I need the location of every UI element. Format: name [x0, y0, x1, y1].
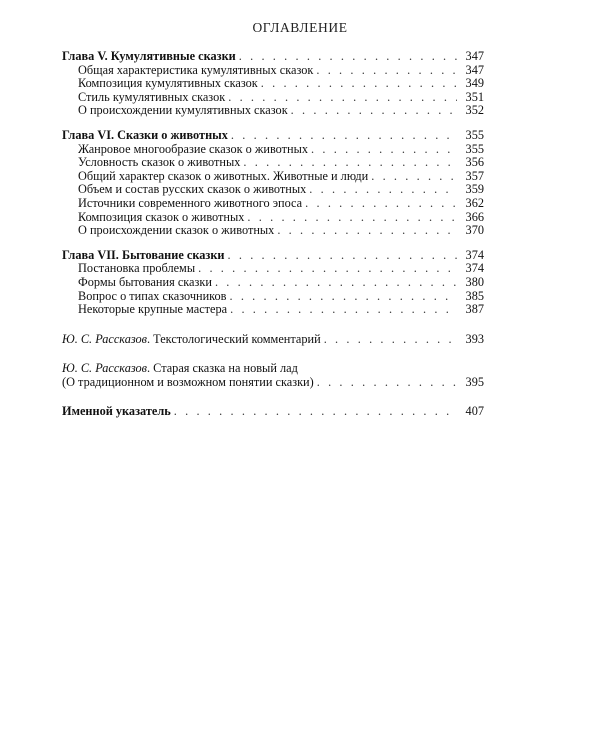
toc-section-index: [62, 405, 484, 419]
toc-commentary-row[interactable]: [62, 333, 484, 347]
toc-section-chapter-5: [62, 50, 484, 118]
entry-title: Формы бытования сказки: [78, 274, 212, 289]
entry-title: О происхождении сказок о животных: [78, 223, 275, 238]
page-number: 349: [465, 76, 484, 91]
toc-entry-row[interactable]: [62, 77, 484, 91]
leader-dots: [229, 290, 457, 304]
leader-dots: [309, 183, 457, 197]
toc-entry-row[interactable]: [62, 64, 484, 78]
page-number: 395: [465, 374, 484, 389]
leader-dots: [261, 77, 457, 91]
leader-dots: [228, 249, 457, 263]
toc-section-commentary: [62, 333, 484, 347]
leader-dots: [305, 197, 457, 211]
toc-entry-row[interactable]: [62, 224, 484, 238]
leader-dots: [311, 143, 457, 157]
leader-dots: [277, 224, 457, 238]
toc-entry-row[interactable]: [62, 303, 484, 317]
page-number: 347: [465, 62, 484, 77]
toc-entry-row[interactable]: [62, 156, 484, 170]
toc-chapter-row[interactable]: [62, 50, 484, 64]
page-number: 359: [465, 182, 484, 197]
toc-index-row[interactable]: [62, 405, 484, 419]
table-of-contents: [62, 50, 484, 430]
entry-title: Композиция сказок о животных: [78, 209, 245, 224]
leader-dots: [215, 276, 457, 290]
toc-essay-row[interactable]: [62, 376, 484, 390]
toc-section-essay: [62, 362, 484, 389]
page-number: 387: [465, 302, 484, 317]
leader-dots: [247, 211, 457, 225]
page-number: 355: [465, 141, 484, 156]
leader-dots: [174, 405, 457, 419]
page-number: 362: [465, 195, 484, 210]
page-number: 380: [465, 274, 484, 289]
toc-entry-row[interactable]: [62, 170, 484, 184]
page-number: 351: [465, 89, 484, 104]
page-number: 393: [465, 331, 484, 346]
page-title: ОГЛАВЛЕНИЕ: [252, 20, 348, 35]
toc-entry-row[interactable]: [62, 183, 484, 197]
entry-title: Общий характер сказок о животных. Животные и люди: [78, 168, 369, 183]
leader-dots: [316, 64, 457, 78]
page-number: 347: [465, 49, 484, 63]
toc-entry-row[interactable]: [62, 197, 484, 211]
toc-entry-row[interactable]: [62, 262, 484, 276]
page-number: 407: [465, 404, 484, 419]
chapter-title: Глава V. Кумулятивные сказки: [62, 49, 236, 63]
toc-chapter-row[interactable]: [62, 249, 484, 263]
index-title: Именной указатель: [62, 404, 171, 419]
page-number: 374: [465, 261, 484, 276]
entry-title: Условность сказок о животных: [78, 155, 241, 170]
toc-entry-row[interactable]: [62, 143, 484, 157]
page-number: 366: [465, 209, 484, 224]
leader-dots: [239, 50, 457, 64]
entry-title: Общая характеристика кумулятивных сказок: [78, 62, 314, 77]
entry-title: О происхождении кумулятивных сказок: [78, 103, 288, 118]
toc-entry-row[interactable]: [62, 211, 484, 225]
page-number: 357: [465, 168, 484, 183]
entry-title: Жанровое многообразие сказок о животных: [78, 141, 309, 156]
entry-title: Источники современного животного эпоса: [78, 195, 303, 210]
toc-entry-row[interactable]: [62, 104, 484, 118]
toc-entry-row[interactable]: [62, 276, 484, 290]
leader-dots: [230, 303, 457, 317]
toc-section-chapter-6: [62, 129, 484, 238]
toc-entry-row[interactable]: [62, 91, 484, 105]
entry-title: . Текстологический комментарий: [147, 331, 321, 346]
page-number: 355: [465, 127, 484, 142]
page-number: 370: [465, 223, 484, 238]
page-number: 352: [465, 103, 484, 118]
page-number: 374: [465, 247, 484, 262]
author-name: Ю. С. Рассказов: [62, 331, 148, 346]
entry-title: Некоторые крупные мастера: [78, 302, 228, 317]
entry-title: Стиль кумулятивных сказок: [78, 89, 226, 104]
leader-dots: [371, 170, 457, 184]
entry-title: Композиция кумулятивных сказок: [78, 76, 258, 91]
leader-dots: [243, 156, 457, 170]
entry-title: Постановка проблемы: [78, 261, 196, 276]
leader-dots: [198, 262, 457, 276]
toc-essay-line1[interactable]: [62, 362, 484, 376]
entry-title: . Старая сказка на новый лад: [147, 361, 298, 376]
chapter-title: Глава VI. Сказки о животных: [62, 127, 228, 142]
entry-title: Вопрос о типах сказочников: [78, 288, 227, 303]
leader-dots: [291, 104, 457, 118]
chapter-title: Глава VII. Бытование сказки: [62, 247, 225, 262]
entry-title: (О традиционном и возможном понятии сказки): [62, 374, 314, 389]
leader-dots: [317, 376, 457, 390]
toc-chapter-row[interactable]: [62, 129, 484, 143]
toc-entry-row[interactable]: [62, 290, 484, 304]
entry-title: Объем и состав русских сказок о животных: [78, 182, 307, 197]
leader-dots: [231, 129, 457, 143]
page-number: 385: [465, 288, 484, 303]
leader-dots: [324, 333, 457, 347]
author-name: Ю. С. Рассказов: [62, 361, 148, 376]
leader-dots: [228, 91, 457, 105]
toc-section-chapter-7: [62, 249, 484, 317]
page-number: 356: [465, 155, 484, 170]
